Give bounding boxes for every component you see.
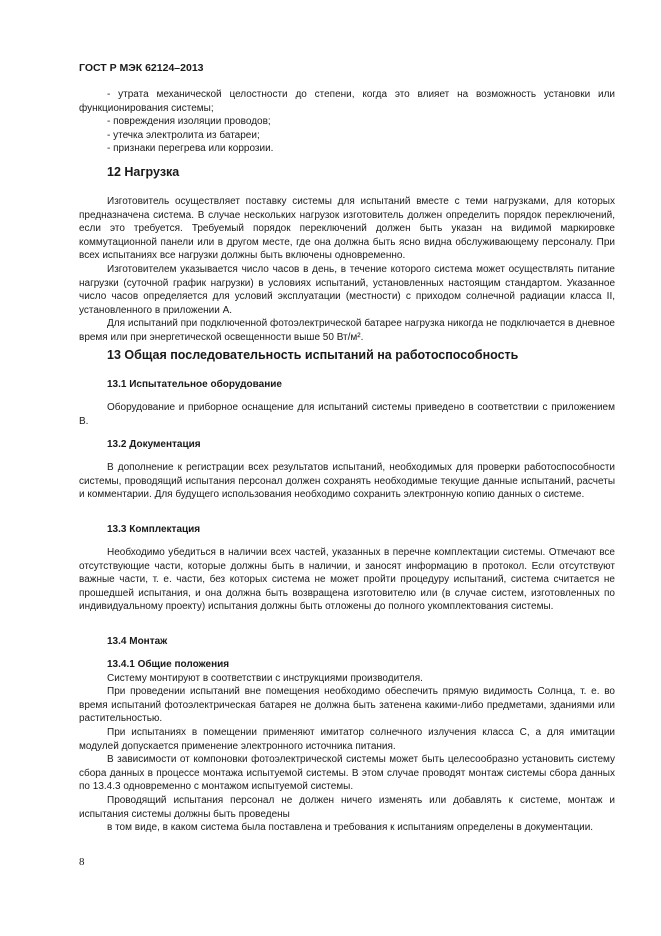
- paragraph: При испытаниях в помещении применяют имитатор солнечного излучения класса С, а для имитации модулей допускается применение электронного источника питания.: [79, 726, 615, 752]
- paragraph: в том виде, в каком система была поставлена и требования к испытаниям определены в документации.: [107, 822, 594, 834]
- paragraph: В дополнение к регистрации всех результатов испытаний, необходимых для проверки работоспособности системы, проводящий испытания персонал должен сохранять необходимые текущие данные испытаний, расчеты и комментарии. Для будущего использования необходимо сохранить электронную копию данных о системе.: [79, 462, 615, 501]
- paragraph: При проведении испытаний вне помещения необходимо обеспечить прямую видимость Солнца, т. е. во время испытаний фотоэлектрическая батарея не должна быть затенена какими-либо предметами, зданиями или растительностью.: [79, 686, 615, 725]
- section-13-4-title: 13.4 Монтаж: [107, 636, 168, 647]
- section-13-2-title: 13.2 Документация: [107, 439, 201, 450]
- section-12-body: [79, 195, 615, 345]
- defect-list: [79, 88, 615, 156]
- section-13-1-title: 13.1 Испытательное оборудование: [107, 379, 282, 390]
- paragraph: Необходимо убедиться в наличии всех частей, указанных в перечне комплектации системы. Отмечают все отсутствующие части, которые должны быть в наличии, и заносят информацию в протокол. Если отсутствуют важные части, т. е. части, без которых система не может пройти процедуру испытаний, система считается не прошедшей испытания, и она должна быть возвращена изготовителю или (в случае систем, изготовленных по индивидуальному проекту) испытания должны быть отложены до полного укомплектования системы.: [79, 547, 615, 613]
- paragraph: Оборудование и приборное оснащение для испытаний системы приведено в соответствии с приложением В.: [79, 402, 615, 427]
- paragraph: В зависимости от компоновки фотоэлектрической системы может быть целесообразно установить систему сбора данных в процессе монтажа испытуемой системы. В этом случае проводят монтаж системы сбора данных по 13.4.3 одновременно с монтажом испытуемой системы.: [79, 754, 615, 793]
- list-item: - признаки перегрева или коррозии.: [107, 143, 274, 155]
- list-item: - утечка электролита из батареи;: [107, 129, 260, 141]
- paragraph: Изготовителем указывается число часов в день, в течение которого система может осуществлять питание нагрузки (суточной график нагрузки) в условиях испытаний, установленных настоящим стандартом. Указанное число часов определяется для условий эксплуатации (местности) с приходом солнечной радиации класса II, установленного в приложении А.: [79, 263, 615, 316]
- page-number: 8: [79, 856, 85, 868]
- list-item: - утрата механической целостности до степени, когда это влияет на возможность установки или функционирования системы;: [79, 89, 615, 114]
- section-13-3-title: 13.3 Комплектация: [107, 524, 201, 535]
- paragraph: Для испытаний при подключенной фотоэлектрической батарее нагрузка никогда не подключается в дневное время или при энергетической освещенности выше 50 Вт/м².: [79, 318, 615, 343]
- list-item: - повреждения изоляции проводов;: [107, 116, 271, 128]
- paragraph: Изготовитель осуществляет поставку системы для испытаний вместе с теми нагрузками, для которых предназначена система. В случае нескольких нагрузок изготовитель должен определить порядок переключений, если это требуется. Требуемый порядок переключений должен быть указан на видимой маркировке коммутационной панели или в другом месте, где она должна быть ясно видна обслуживающему персоналу. При всех испытаниях все нагрузки должны быть включены одновременно.: [79, 196, 615, 262]
- section-12-title: 12 Нагрузка: [107, 165, 180, 179]
- paragraph: Систему монтируют в соответствии с инструкциями производителя.: [107, 672, 423, 684]
- document-header: ГОСТ Р МЭК 62124–2013: [79, 62, 204, 74]
- section-13-title: 13 Общая последовательность испытаний на работоспособность: [107, 348, 519, 362]
- section-13-4-1-title: 13.4.1 Общие положения: [107, 659, 230, 670]
- section-13-4-1: [79, 658, 615, 835]
- paragraph: Проводящий испытания персонал не должен ничего изменять или добавлять к системе, монтаж и испытания системы должны быть проведены: [79, 794, 615, 820]
